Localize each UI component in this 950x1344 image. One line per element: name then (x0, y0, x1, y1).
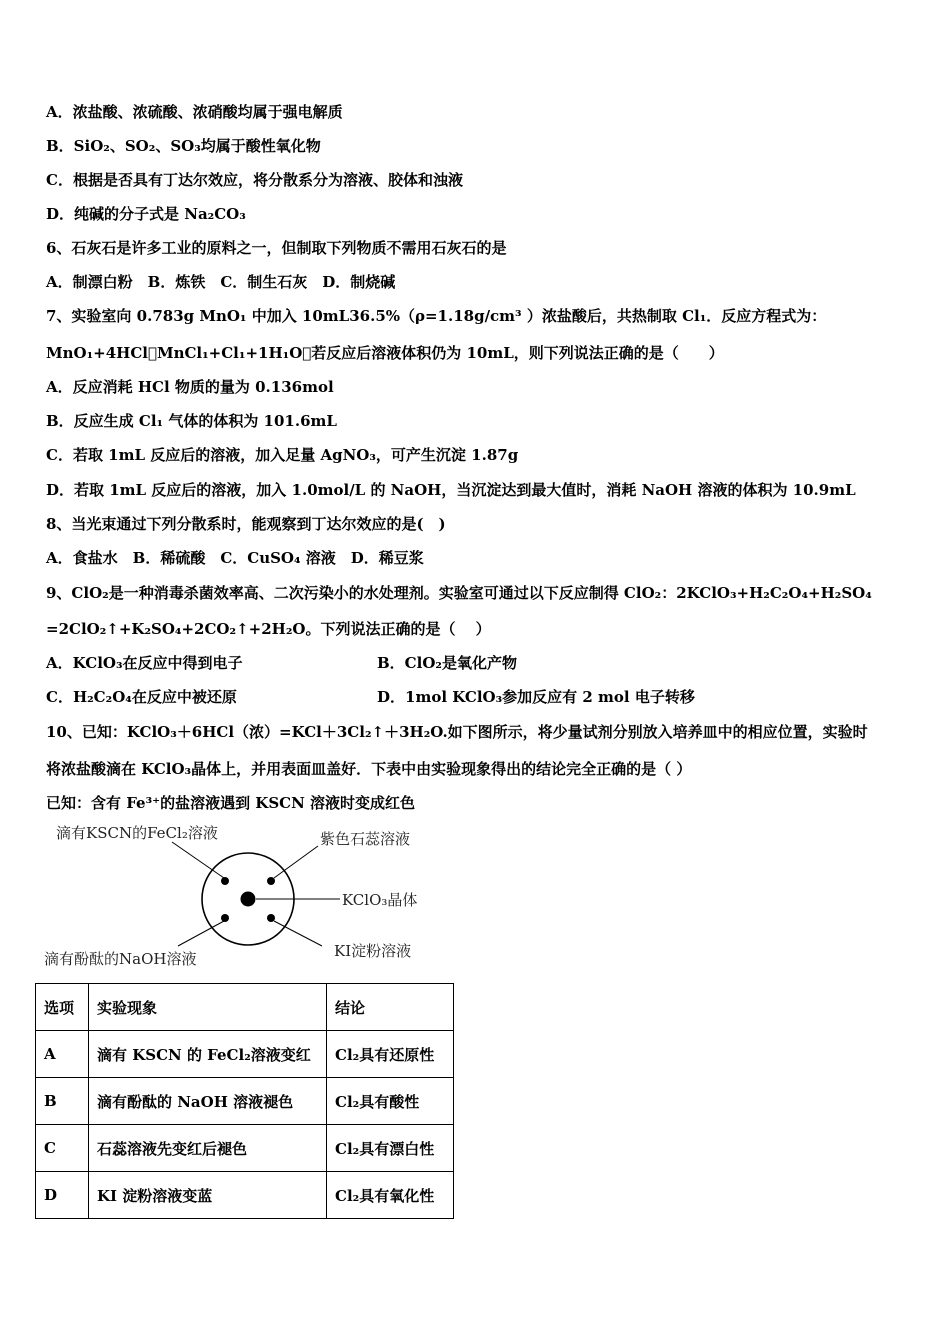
center-dot-kclo3 (241, 892, 256, 907)
q9-stem-line1: 9、ClO₂是一种消毒杀菌效率高、二次污染小的水处理剂。实验室可通过以下反应制得 ClO₂：2KClO₃+H₂C₂O₄+H₂SO₄ (46, 584, 872, 602)
leader-kscn (172, 842, 224, 878)
table-header-row (36, 984, 454, 1031)
row-conclusion: Cl₂具有还原性 (327, 1031, 454, 1078)
dot-litmus (267, 877, 275, 885)
q7-option-a: A．反应消耗 HCl 物质的量为 0.136mol (46, 378, 334, 396)
q7-stem-line1: 7、实验室向 0.783g MnO₁ 中加入 10mL36.5%（ρ=1.18g/cm³ ）浓盐酸后，共热制取 Cl₁．反应方程式为： (46, 307, 827, 325)
q5-option-c: C．根据是否具有丁达尔效应，将分散系分为溶液、胶体和浊液 (46, 171, 463, 189)
label-kscn: 滴有KSCN的FeCl₂溶液 (56, 824, 218, 842)
leader-ki (274, 921, 322, 946)
q5-option-a: A．浓盐酸、浓硫酸、浓硝酸均属于强电解质 (46, 103, 343, 121)
row-conclusion: Cl₂具有氧化性 (327, 1172, 454, 1219)
header-conclusion: 结论 (327, 984, 454, 1031)
dot-ki (267, 914, 275, 922)
table-row (36, 1031, 454, 1078)
row-option: D (36, 1172, 89, 1219)
q10-stem-line1: 10、已知：KClO₃＋6HCl（浓）=KCl＋3Cl₂↑＋3H₂O.如下图所示，将少量试剂分别放入培养皿中的相应位置，实验时 (46, 723, 868, 741)
q10-known: 已知：含有 Fe³⁺的盐溶液遇到 KSCN 溶液时变成红色 (46, 794, 416, 812)
label-naoh: 滴有酚酞的NaOH溶液 (44, 950, 197, 968)
header-option: 选项 (36, 984, 89, 1031)
table-row (36, 1078, 454, 1125)
q9-stem-line2: =2ClO₂↑+K₂SO₄+2CO₂↑+2H₂O。下列说法正确的是（ ） (46, 620, 491, 638)
q7-stem-line2: MnO₁+4HCl⃞MnCl₁+Cl₁+1H₁O，若反应后溶液体积仍为 10mL，则下列说法正确的是（ ） (46, 344, 724, 362)
label-kclo3: KClO₃晶体 (342, 891, 418, 909)
q8-options: A．食盐水 B．稀硫酸 C．CuSO₄ 溶液 D．稀豆浆 (46, 549, 424, 567)
q6-stem: 6、石灰石是许多工业的原料之一，但制取下列物质不需用石灰石的是 (46, 239, 507, 257)
q9-option-d: D．1mol KClO₃参加反应有 2 mol 电子转移 (377, 688, 695, 706)
header-phenomenon: 实验现象 (89, 984, 327, 1031)
leader-litmus (274, 846, 318, 878)
row-option: C (36, 1125, 89, 1172)
q9-option-b: B．ClO₂是氧化产物 (377, 654, 517, 672)
table-row (36, 1172, 454, 1219)
q7-option-b: B．反应生成 Cl₁ 气体的体积为 101.6mL (46, 412, 337, 430)
row-option: A (36, 1031, 89, 1078)
row-phenomenon: KI 淀粉溶液变蓝 (89, 1172, 327, 1219)
row-conclusion: Cl₂具有酸性 (327, 1078, 454, 1125)
table-row (36, 1125, 454, 1172)
row-phenomenon: 滴有酚酞的 NaOH 溶液褪色 (89, 1078, 327, 1125)
q7-option-c: C．若取 1mL 反应后的溶液，加入足量 AgNO₃，可产生沉淀 1.87g (46, 446, 519, 464)
q9-option-a: A．KClO₃在反应中得到电子 (46, 654, 243, 672)
q8-stem: 8、当光束通过下列分散系时，能观察到丁达尔效应的是( ) (46, 515, 446, 533)
results-table (35, 983, 454, 1219)
q5-option-b: B．SiO₂、SO₂、SO₃均属于酸性氧化物 (46, 137, 321, 155)
petri-dish-diagram (40, 818, 440, 976)
row-phenomenon: 滴有 KSCN 的 FeCl₂溶液变红 (89, 1031, 327, 1078)
row-option: B (36, 1078, 89, 1125)
q6-options: A．制漂白粉 B．炼铁 C．制生石灰 D．制烧碱 (46, 273, 396, 291)
q5-option-d: D．纯碱的分子式是 Na₂CO₃ (46, 205, 246, 223)
row-phenomenon: 石蕊溶液先变红后褪色 (89, 1125, 327, 1172)
dot-kscn (221, 877, 229, 885)
label-ki: KI淀粉溶液 (334, 942, 412, 960)
dot-naoh (221, 914, 229, 922)
label-litmus: 紫色石蕊溶液 (320, 830, 411, 848)
q7-option-d: D．若取 1mL 反应后的溶液，加入 1.0mol/L 的 NaOH，当沉淀达到最大值时，消耗 NaOH 溶液的体积为 10.9mL (46, 481, 856, 499)
q9-option-c: C．H₂C₂O₄在反应中被还原 (46, 688, 237, 706)
row-conclusion: Cl₂具有漂白性 (327, 1125, 454, 1172)
q10-stem-line2: 将浓盐酸滴在 KClO₃晶体上，并用表面皿盖好．下表中由实验现象得出的结论完全正确的是（ ） (46, 760, 692, 778)
